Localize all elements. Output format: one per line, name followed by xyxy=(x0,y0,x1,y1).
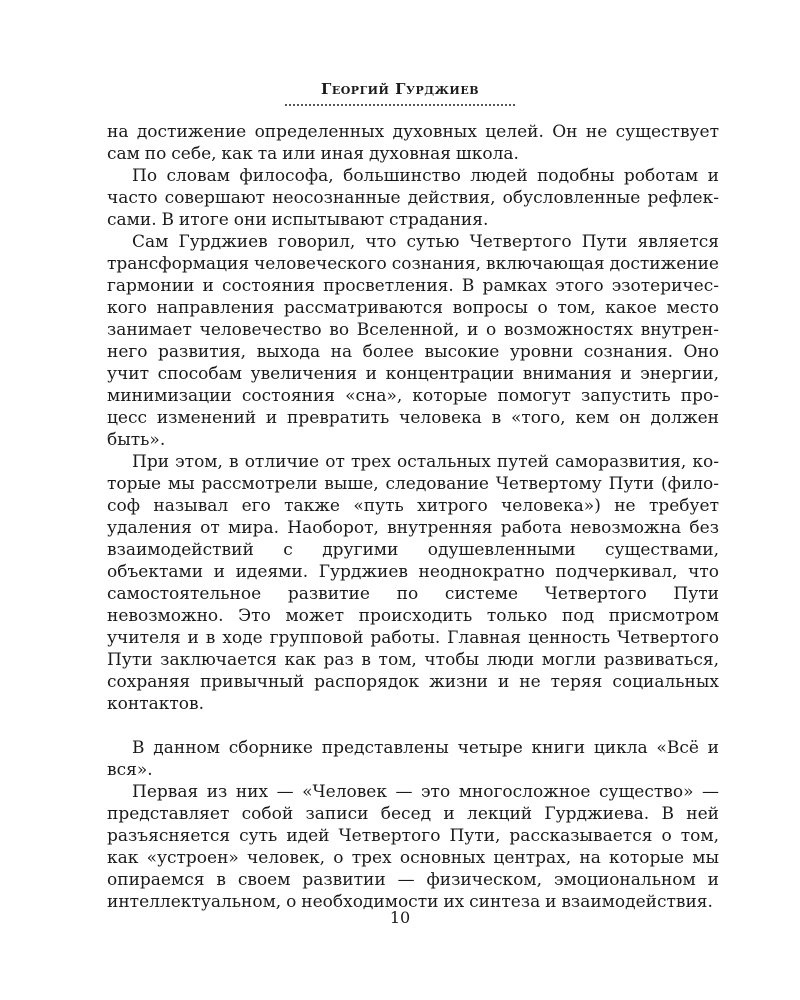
page-number: 10 xyxy=(389,908,411,927)
body-text xyxy=(107,121,719,913)
paragraph: Сам Гурджиев говорил, что сутью Четвертого Пути является трансформация человеческого сознания, включающая достижение гармонии и состояния просветления. В рамках этого эзотерического направления рассматриваются вопросы о том, какое место занимает человечество во Вселенной, и о возможностях внутреннего развития, выхода на более высокие уровни сознания. Оно учит способам увеличения и концентрации внимания и энергии, минимизации состояния «сна», которые помогут запустить процесс изменений и превратить человека в «того, кем он должен быть». xyxy=(107,232,719,450)
header-dotted-rule xyxy=(285,104,515,106)
paragraph: По словам философа, большинство людей подобны роботам и часто совершают неосознанные действия, обусловленные рефлексами. В итоге они испытывают страдания. xyxy=(107,166,719,230)
paragraph: на достижение определенных духовных целей. Он не существует сам по себе, как та или иная духовная школа. xyxy=(107,122,719,164)
running-head-title: Георгий Гурджиев xyxy=(320,80,480,98)
paragraph: Первая из них — «Человек — это многосложное существо» — представляет собой записи бесед и лекций Гурджиева. В ней разъясняется суть идей Четвертого Пути, рассказывается о том, как «устроен» человек, о трех основных центрах, на которые мы опираемся в своем развитии — физическом, эмоциональном и интеллектуальном, о необходимости их синтеза и взаимодействия. xyxy=(107,782,719,912)
paragraph: При этом, в отличие от трех остальных путей саморазвития, которые мы рассмотрели выше, следование Четвертому Пути (философ называл его также «путь хитрого человека») не требует удаления от мира. Наоборот, внутренняя работа невозможна без взаимодействий с другими одушевленными существами, объектами и идеями. Гурджиев неоднократно подчеркивал, что самостоятельное развитие по системе Четвертого Пути невозможно. Это может происходить только под присмотром учителя и в ходе групповой работы. Главная ценность Четвертого Пути заключается как раз в том, чтобы люди могли развиваться, сохраняя привычный распорядок жизни и не теряя социальных контактов. xyxy=(107,452,719,714)
paragraph: В данном сборнике представлены четыре книги цикла «Всё и вся». xyxy=(107,738,719,780)
